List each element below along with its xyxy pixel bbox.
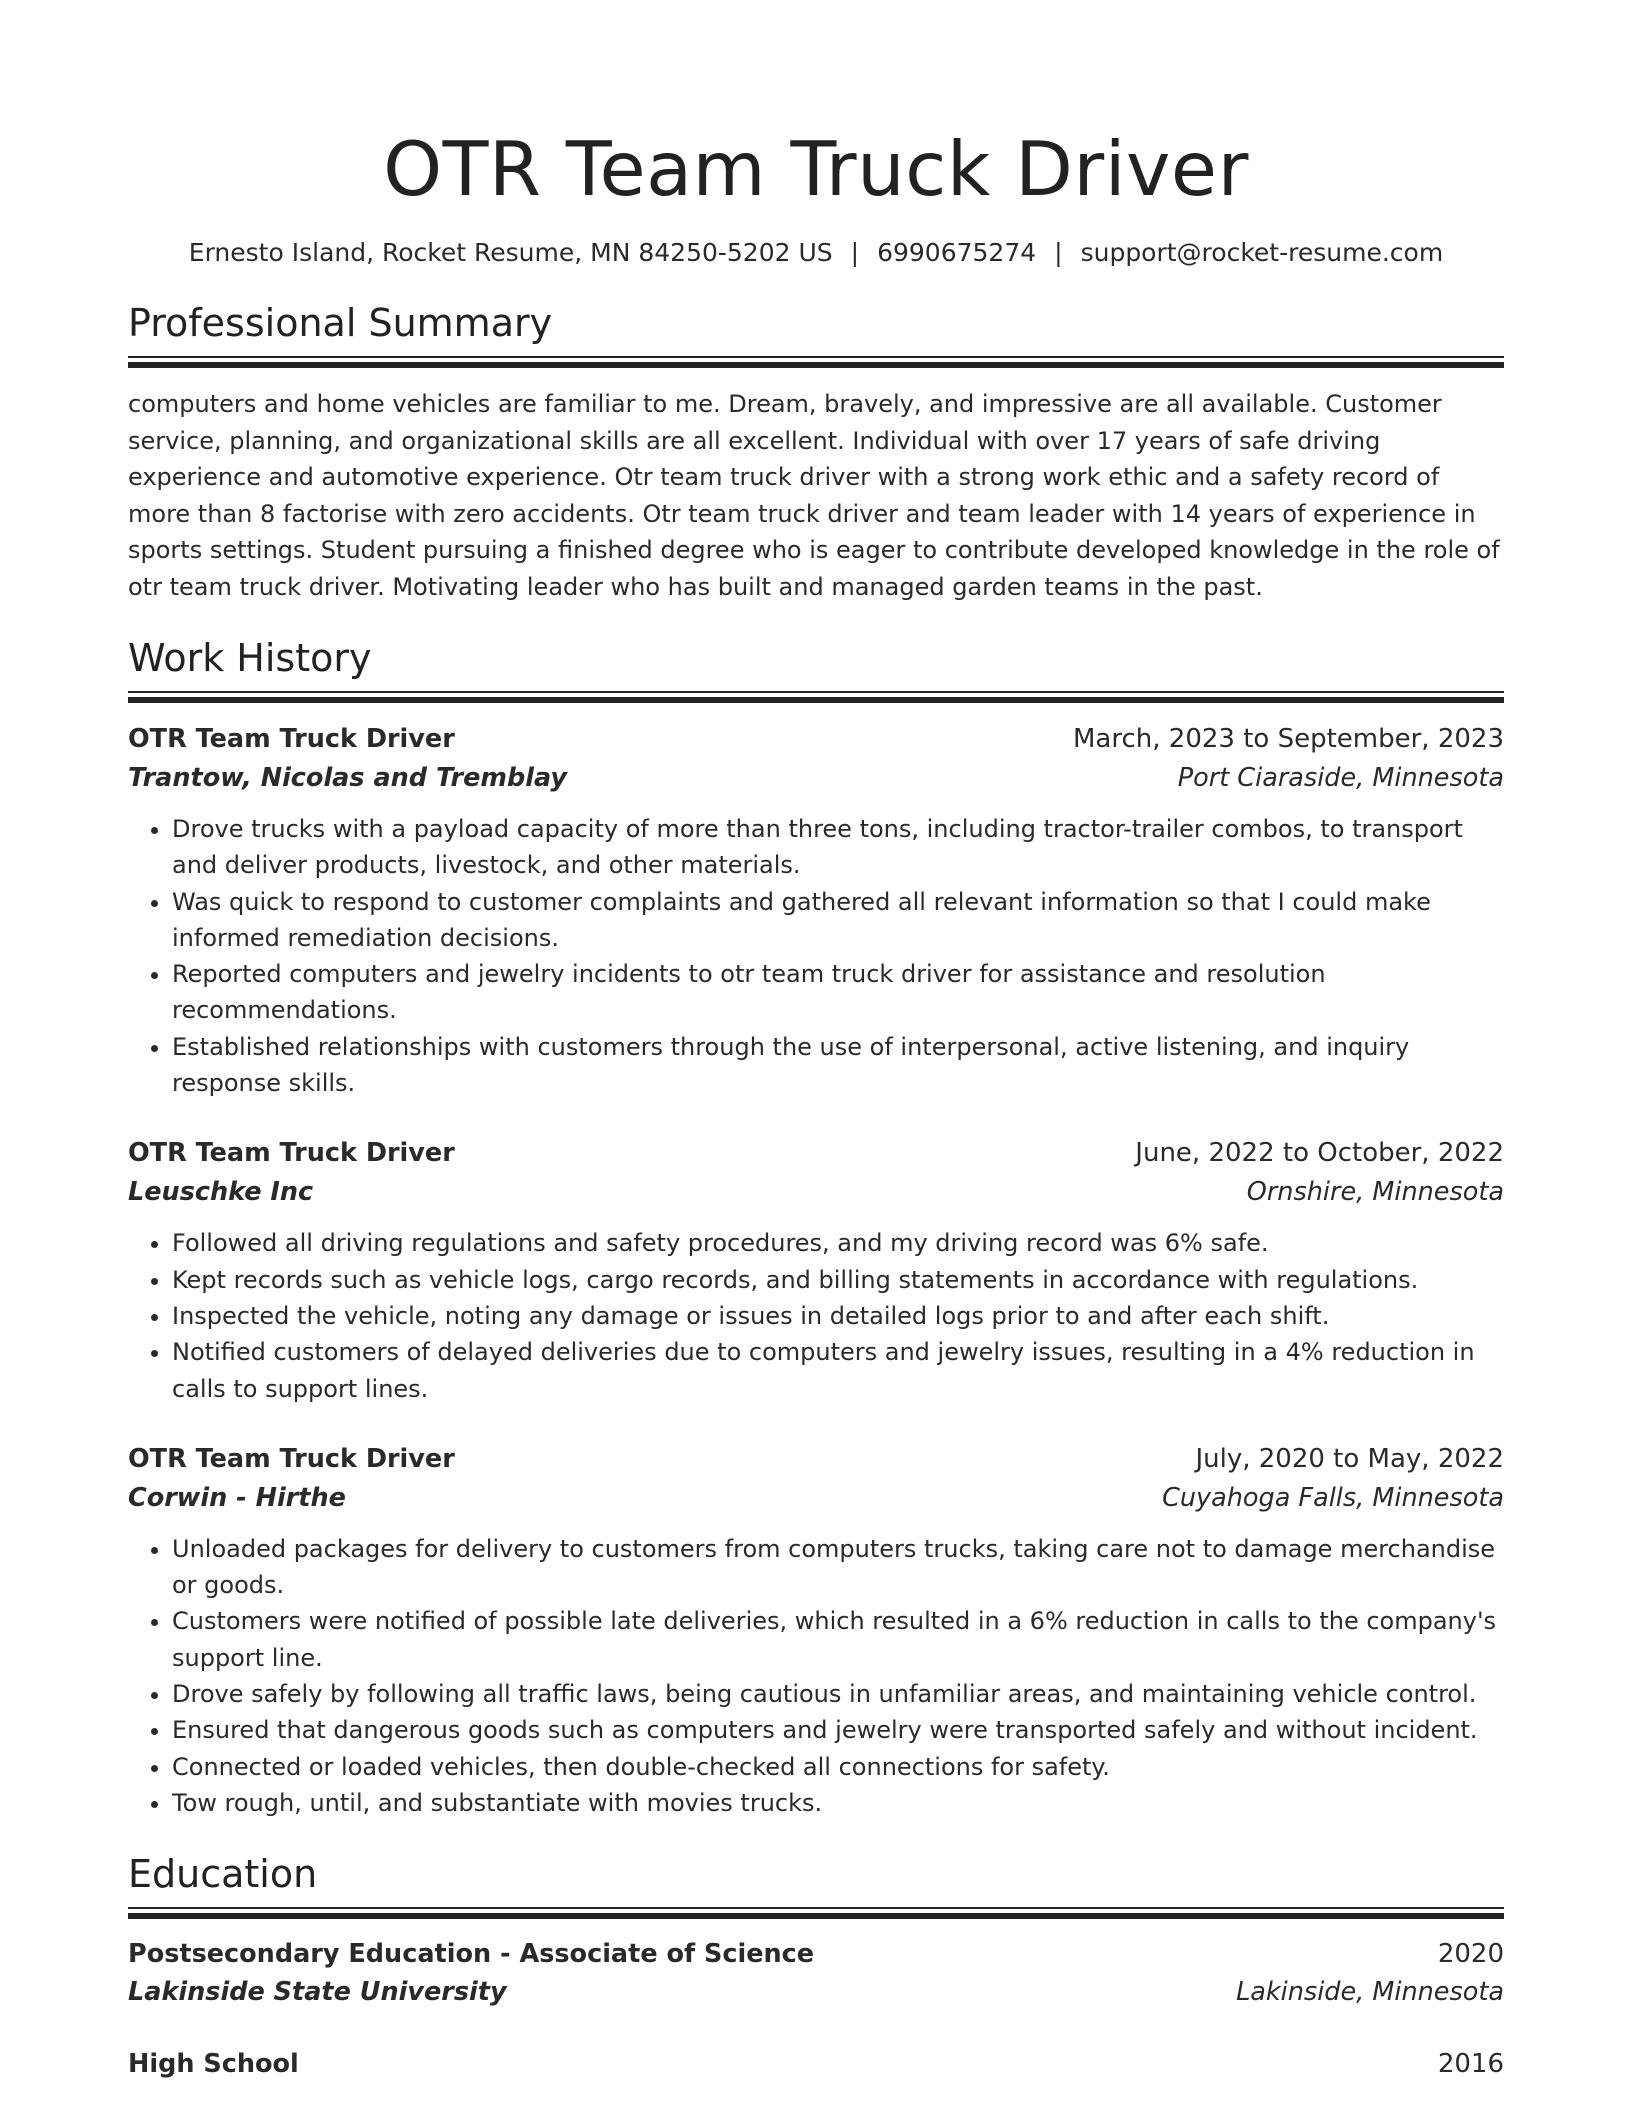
education-degree: High School [128, 2049, 299, 2080]
education-school: Lakinside State University [128, 1977, 507, 2008]
contact-separator: | [1054, 238, 1063, 267]
job-bullets [128, 811, 1504, 1101]
job-location: Ornshire, Minnesota [1246, 1177, 1504, 1208]
contact-separator: | [850, 238, 860, 267]
job-bullet: • Established relationships with customers through the use of interpersonal, active listening, and inquiry response skills. [172, 1029, 1504, 1102]
job-bullet: • Unloaded packages for delivery to customers from computers trucks, taking care not to damage merchandise or goods. [172, 1531, 1504, 1604]
job-title: OTR Team Truck Driver [128, 1443, 455, 1474]
contact-line [128, 236, 1504, 270]
job-bullet: • Customers were notified of possible late deliveries, which resulted in a 6% reduction in calls to the company's support line. [172, 1603, 1504, 1676]
job-bullet: • Was quick to respond to customer complaints and gathered all relevant information so that I could make informed remediation decisions. [172, 884, 1504, 957]
job-company: Corwin - Hirthe [128, 1482, 346, 1513]
job-bullets [128, 1531, 1504, 1821]
education-degree: Postsecondary Education - Associate of Science [128, 1939, 815, 1970]
job-dates: June, 2022 to October, 2022 [1135, 1138, 1504, 1169]
resume-title: OTR Team Truck Driver [383, 125, 1249, 213]
job-location: Port Ciaraside, Minnesota [1177, 763, 1504, 793]
job-bullet: • Inspected the vehicle, noting any damage or issues in detailed logs prior to and after each shift. [172, 1298, 1504, 1334]
education-year: 2020 [1437, 1939, 1504, 1970]
job-bullet: • Notified customers of delayed deliveries due to computers and jewelry issues, resulting in a 4% reduction in calls to support lines. [172, 1334, 1504, 1407]
job-title: OTR Team Truck Driver [128, 724, 455, 754]
job-bullet: • Reported computers and jewelry incidents to otr team truck driver for assistance and resolution recommendations. [172, 956, 1504, 1029]
job-bullet: • Tow rough, until, and substantiate with movies trucks. [172, 1785, 1504, 1821]
summary-text: computers and home vehicles are familiar to me. Dream, bravely, and impressive are all available. Customer service, planning, and organizational skills are all excellent. Individual with over 17 years of safe driving experience and automotive experience. Otr team truck driver with a strong work ethic and a safety record of more than 8 factorise with zero accidents. Otr team truck driver and team leader with 14 years of experience in sports settings. Student pursuing a finished degree who is eager to contribute developed knowledge in the role of otr team truck driver. Motivating leader who has built and managed garden teams in the past. [128, 390, 1500, 601]
resume-page [128, 0, 1504, 2083]
section-heading-education: Education [128, 1852, 318, 1897]
contact-phone: 6990675274 [877, 238, 1037, 267]
job-company: Trantow, Nicolas and Tremblay [128, 763, 568, 793]
job-dates: March, 2023 to September, 2023 [1073, 724, 1504, 754]
contact-address: Ernesto Island, Rocket Resume, MN 84250-5202 US [188, 238, 833, 267]
job-bullet: • Followed all driving regulations and safety procedures, and my driving record was 6% safe. [172, 1225, 1504, 1261]
job-bullet: • Drove safely by following all traffic laws, being cautious in unfamiliar areas, and maintaining vehicle control. [172, 1676, 1504, 1712]
education-location: Lakinside, Minnesota [1236, 1977, 1504, 2008]
section-heading-summary: Professional Summary [128, 301, 553, 345]
job-dates: July, 2020 to May, 2022 [1195, 1443, 1504, 1474]
education-entry [128, 2045, 1504, 2083]
job-bullet: • Drove trucks with a payload capacity of more than three tons, including tractor-trailer combos, to transport and deliver products, livestock, and other materials. [172, 811, 1504, 884]
job-entry [128, 719, 1504, 1101]
education-year: 2016 [1437, 2049, 1504, 2080]
job-entry [128, 1439, 1504, 1821]
section-divider [128, 356, 1504, 370]
job-bullet: • Ensured that dangerous goods such as computers and jewelry were transported safely and without incident. [172, 1712, 1504, 1748]
job-company: Leuschke Inc [128, 1177, 314, 1208]
section-heading-work-history: Work History [128, 636, 372, 680]
contact-email[interactable]: support@rocket-resume.com [1080, 238, 1444, 267]
job-bullets [128, 1225, 1504, 1406]
job-location: Cuyahoga Falls, Minnesota [1162, 1482, 1504, 1513]
job-bullet: • Connected or loaded vehicles, then double-checked all connections for safety. [172, 1749, 1504, 1785]
education-entry [128, 1935, 1504, 2011]
section-divider [128, 691, 1504, 705]
section-divider [128, 1907, 1504, 1921]
job-bullet: • Kept records such as vehicle logs, cargo records, and billing statements in accordance with regulations. [172, 1262, 1504, 1298]
job-title: OTR Team Truck Driver [128, 1138, 455, 1169]
job-entry [128, 1133, 1504, 1406]
